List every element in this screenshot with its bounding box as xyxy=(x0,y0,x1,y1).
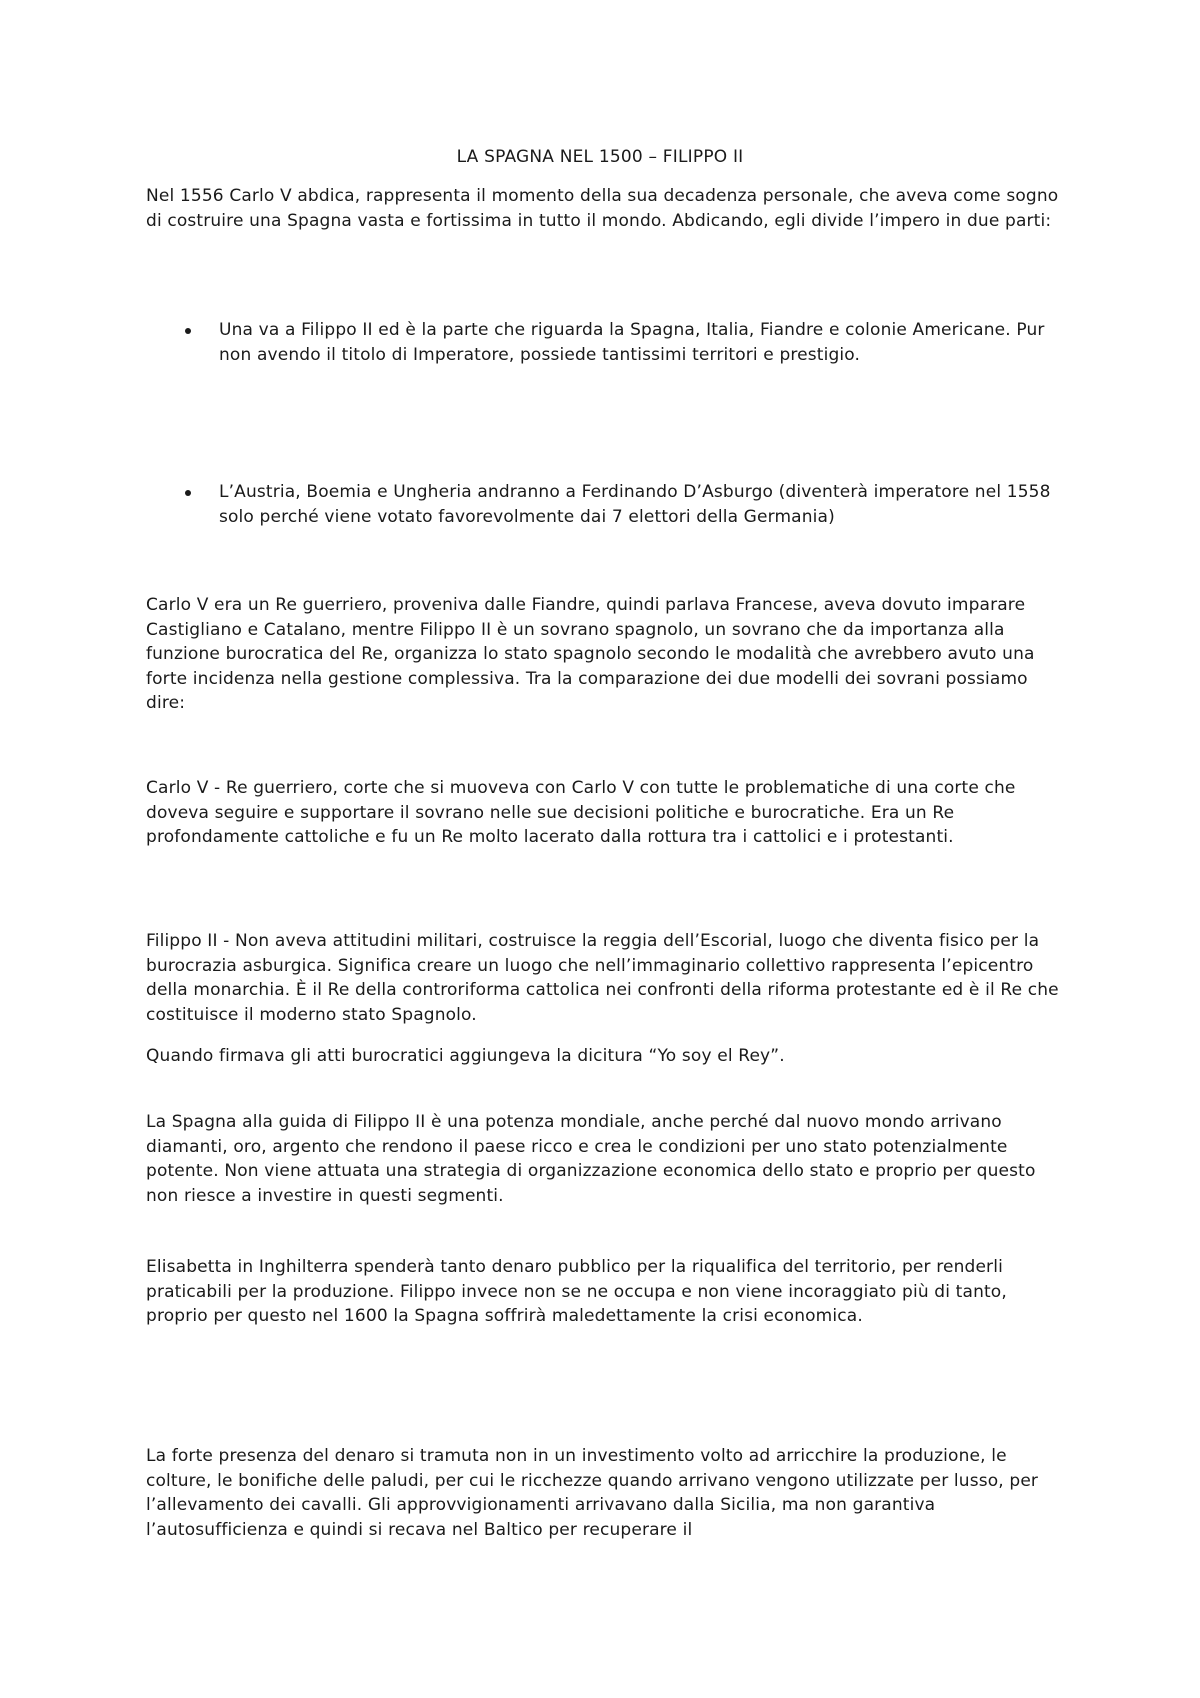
paragraph-carlo-v: Carlo V - Re guerriero, corte che si muoveva con Carlo V con tutte le problematiche di una corte che doveva seguire e supportare il sovrano nelle sue decisioni politiche e burocratiche. Era un Re profondamente cattoliche e fu un Re molto lacerato dalla rottura tra i cattolici e i protestanti. xyxy=(146,778,1016,847)
paragraph-potenza-mondiale: La Spagna alla guida di Filippo II è una potenza mondiale, anche perché dal nuovo mondo arrivano diamanti, oro, argento che rendono il paese ricco e crea le condizioni per uno stato potenzialmente potente. Non viene attuata una strategia di organizzazione economica dello stato e proprio per questo non riesce a investire in questi segmenti. xyxy=(146,1112,1036,1206)
paragraph-elisabetta: Elisabetta in Inghilterra spenderà tanto denaro pubblico per la riqualifica del territorio, per renderli praticabili per la produzione. Filippo invece non se ne occupa e non viene incoraggiato più di tanto, proprio per questo nel 1600 la Spagna soffrirà maledettamente la crisi economica. xyxy=(146,1257,1007,1326)
bullet-item-1: Una va a Filippo II ed è la parte che riguarda la Spagna, Italia, Fiandre e colonie Americane. Pur non avendo il titolo di Imperatore, possiede tantissimi territori e prestigio. xyxy=(219,320,1045,365)
bullet-dot-icon xyxy=(185,328,191,334)
bullet-item-2: L’Austria, Boemia e Ungheria andranno a Ferdinando D’Asburgo (diventerà imperatore nel 1558 solo perché viene votato favorevolmente dai 7 elettori della Germania) xyxy=(219,482,1051,527)
document-title: LA SPAGNA NEL 1500 – FILIPPO II xyxy=(456,147,744,167)
paragraph-yo-soy-el-rey: Quando firmava gli atti burocratici aggiungeva la dicitura “Yo soy el Rey”. xyxy=(146,1046,785,1066)
paragraph-denaro: La forte presenza del denaro si tramuta non in un investimento volto ad arricchire la produzione, le colture, le bonifiche delle paludi, per cui le ricchezze quando arrivano vengono utilizzate per lusso, per l’allevamento dei cavalli. Gli approvvigionamenti arrivavano dalla Sicilia, ma non garantiva l’autosufficienza e quindi si recava nel Baltico per recuperare il xyxy=(146,1446,1039,1540)
intro-paragraph: Nel 1556 Carlo V abdica, rappresenta il momento della sua decadenza personale, che aveva come sogno di costruire una Spagna vasta e fortissima in tutto il mondo. Abdicando, egli divide l’impero in due parti: xyxy=(146,186,1059,231)
paragraph-filippo-ii: Filippo II - Non aveva attitudini militari, costruisce la reggia dell’Escorial, luogo che diventa fisico per la burocrazia asburgica. Significa creare un luogo che nell’immaginario collettivo rappresenta l’epicentro della monarchia. È il Re della controriforma cattolica nei confronti della riforma protestante ed è il Re che costituisce il moderno stato Spagnolo. xyxy=(146,931,1059,1025)
paragraph-comparison: Carlo V era un Re guerriero, proveniva dalle Fiandre, quindi parlava Francese, aveva dovuto imparare Castigliano e Catalano, mentre Filippo II è un sovrano spagnolo, un sovrano che da importanza alla funzione burocratica del Re, organizza lo stato spagnolo secondo le modalità che avrebbero avuto una forte incidenza nella gestione complessiva. Tra la comparazione dei due modelli dei sovrani possiamo dire: xyxy=(146,595,1035,713)
bullet-dot-icon xyxy=(185,490,191,496)
